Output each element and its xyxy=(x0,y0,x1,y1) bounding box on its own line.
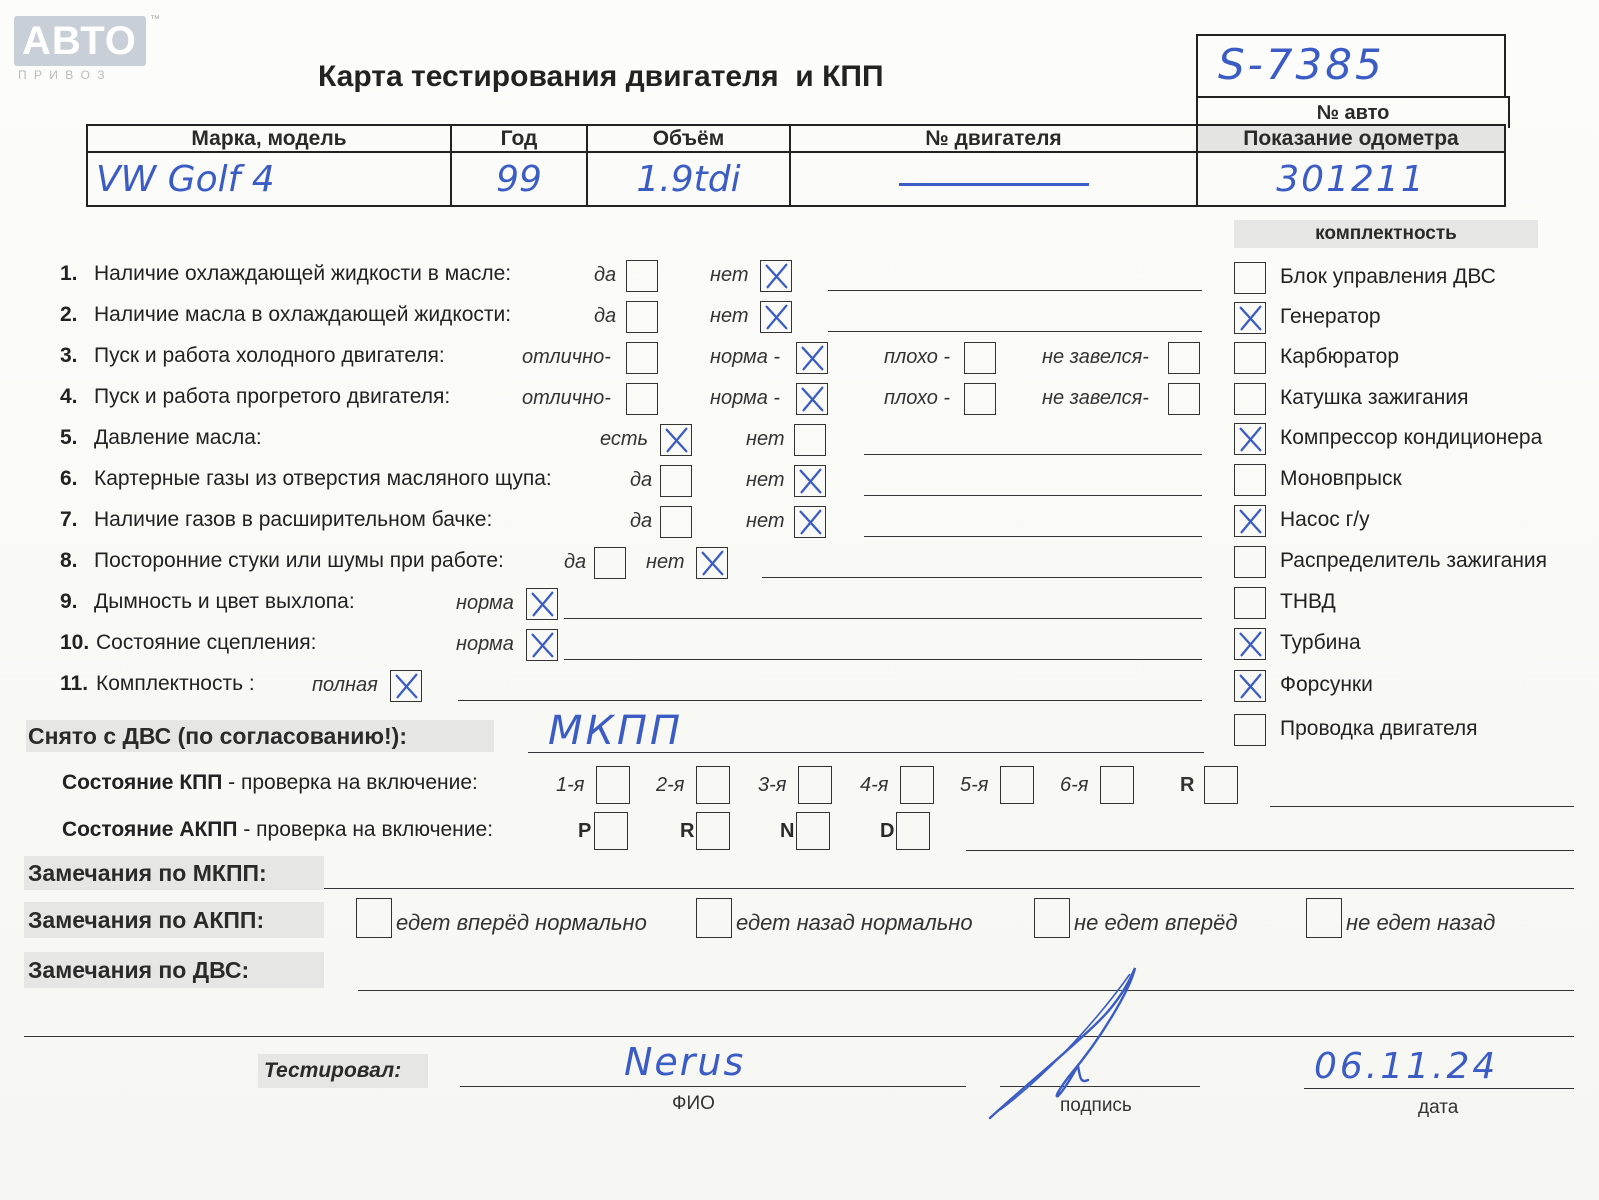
akpp-gear-label: D xyxy=(880,820,895,842)
completeness-label: Компрессор кондиционера xyxy=(1280,426,1543,449)
item-option-label: нет xyxy=(646,551,685,573)
volume-value: 1.9tdi xyxy=(636,158,741,200)
fio-line xyxy=(460,1086,966,1087)
completeness-label: Карбюратор xyxy=(1280,345,1400,368)
item-option-label: нет xyxy=(746,428,785,450)
header-table xyxy=(86,124,1506,207)
col-model: Марка, модель xyxy=(87,125,451,152)
logo xyxy=(14,16,146,66)
kpp-label xyxy=(62,771,478,795)
item-label: Пуск и работа прогретого двигателя: xyxy=(94,385,451,408)
item-option-checkbox[interactable] xyxy=(794,465,826,497)
akpp-remark-label: не едет вперёд xyxy=(1074,910,1238,935)
item-label: Состояние сцепления: xyxy=(96,631,317,654)
no-avto-label: № авто xyxy=(1196,96,1510,128)
col-odometer: Показание одометра xyxy=(1197,125,1505,152)
item-label: Наличие охлаждающей жидкости в масле: xyxy=(94,262,512,285)
akpp-gear-label: R xyxy=(680,820,695,842)
akpp-remark-checkbox[interactable] xyxy=(1034,898,1070,938)
item-number: 10. xyxy=(60,631,90,654)
remarks-dvs-label: Замечания по ДВС: xyxy=(24,952,324,988)
kpp-gear-label: 1-я xyxy=(556,774,585,796)
item-option-label: норма - xyxy=(710,346,781,368)
item-option-label: норма xyxy=(456,592,514,614)
removed-label: Снято с ДВС (по согласованию!): xyxy=(26,720,494,752)
akpp-remark-checkbox[interactable] xyxy=(1306,898,1342,938)
remarks-mkpp-label: Замечания по МКПП: xyxy=(24,856,324,890)
item-remark-line xyxy=(564,659,1202,660)
completeness-checkbox[interactable] xyxy=(1234,383,1266,415)
item-option-label: отлично- xyxy=(522,346,611,368)
item-option-label: да xyxy=(594,264,617,286)
handwritten-signature xyxy=(980,960,1180,1130)
date-caption: дата xyxy=(1418,1097,1459,1118)
model-value: VW Golf 4 xyxy=(96,158,275,200)
item-option-label: есть xyxy=(600,428,649,450)
akpp-gear-checkbox[interactable] xyxy=(896,812,930,850)
completeness-label: Катушка зажигания xyxy=(1280,386,1469,409)
completeness-label: ТНВД xyxy=(1280,590,1336,613)
item-option-checkbox[interactable] xyxy=(626,342,658,374)
item-remark-line xyxy=(864,495,1202,496)
item-option-checkbox[interactable] xyxy=(390,670,422,702)
item-option-checkbox[interactable] xyxy=(696,547,728,579)
item-option-checkbox[interactable] xyxy=(526,629,558,661)
logo-tm: ™ xyxy=(150,14,160,25)
completeness-checkbox[interactable] xyxy=(1234,714,1266,746)
item-option-label: плохо - xyxy=(884,387,951,409)
item-option-checkbox[interactable] xyxy=(626,383,658,415)
kpp-gear-checkbox[interactable] xyxy=(798,766,832,804)
completeness-checkbox[interactable] xyxy=(1234,342,1266,374)
tested-by-label: Тестировал: xyxy=(258,1054,428,1088)
item-option-label: да xyxy=(564,551,587,573)
odometer-value: 301211 xyxy=(1276,158,1426,200)
stock-number-box xyxy=(1196,34,1506,98)
item-label: Наличие газов в расширительном бачке: xyxy=(94,508,493,531)
item-label: Наличие масла в охлаждающей жидкости: xyxy=(94,303,512,326)
col-engine-no: № двигателя xyxy=(790,125,1197,152)
kpp-gear-checkbox[interactable] xyxy=(1100,766,1134,804)
kpp-gear-checkbox[interactable] xyxy=(696,766,730,804)
completeness-checkbox[interactable] xyxy=(1234,464,1266,496)
kpp-gear-label: 6-я xyxy=(1060,774,1089,796)
item-number: 2. xyxy=(60,303,78,326)
removed-value: МКПП xyxy=(548,708,684,754)
item-label: Комплектность : xyxy=(96,672,255,695)
kpp-gear-label: R xyxy=(1180,774,1195,796)
kpp-gear-label: 2-я xyxy=(656,774,685,796)
akpp-gear-label: P xyxy=(578,820,592,842)
item-option-label: норма - xyxy=(710,387,781,409)
item-option-label: не завелся- xyxy=(1042,346,1149,368)
item-option-label: полная xyxy=(312,674,378,696)
item-option-checkbox[interactable] xyxy=(794,506,826,538)
remarks-dvs-line xyxy=(358,990,1574,991)
item-remark-line xyxy=(564,618,1202,619)
kpp-gear-checkbox[interactable] xyxy=(1204,766,1238,804)
item-option-checkbox[interactable] xyxy=(626,301,658,333)
logo-subtext: П Р И В О З xyxy=(18,68,107,82)
item-label: Посторонние стуки или шумы при работе: xyxy=(94,549,504,572)
completeness-checkbox[interactable] xyxy=(1234,628,1266,660)
completeness-title: комплектность xyxy=(1234,220,1538,248)
remarks-akpp-label: Замечания по АКПП: xyxy=(24,902,324,938)
item-number: 4. xyxy=(60,385,78,408)
fio-caption: ФИО xyxy=(672,1093,715,1114)
item-option-label: да xyxy=(594,305,617,327)
item-remark-line xyxy=(828,331,1202,332)
kpp-gear-checkbox[interactable] xyxy=(1000,766,1034,804)
item-remark-line xyxy=(458,700,1202,701)
akpp-gear-checkbox[interactable] xyxy=(696,812,730,850)
item-option-checkbox[interactable] xyxy=(794,424,826,456)
engine-no-dash xyxy=(899,183,1089,186)
akpp-remark-checkbox[interactable] xyxy=(356,898,392,938)
remarks-mkpp-line xyxy=(324,888,1574,889)
kpp-line xyxy=(1270,806,1574,807)
col-year: Год xyxy=(451,125,587,152)
item-label: Давление масла: xyxy=(94,426,262,449)
kpp-gear-checkbox[interactable] xyxy=(596,766,630,804)
item-option-checkbox[interactable] xyxy=(526,588,558,620)
item-label: Дымность и цвет выхлопа: xyxy=(94,590,355,613)
item-number: 7. xyxy=(60,508,78,531)
item-option-checkbox[interactable] xyxy=(594,547,626,579)
item-option-label: плохо - xyxy=(884,346,951,368)
completeness-label: Насос г/у xyxy=(1280,508,1370,531)
stock-number: S-7385 xyxy=(1218,40,1385,89)
remarks-dvs-line-2 xyxy=(24,1036,1574,1037)
date-value: 06.11.24 xyxy=(1314,1046,1499,1087)
item-remark-line xyxy=(828,290,1202,291)
item-option-checkbox[interactable] xyxy=(760,301,792,333)
item-option-label: отлично- xyxy=(522,387,611,409)
date-line xyxy=(1304,1088,1574,1089)
akpp-label-rest: - проверка на включение: xyxy=(237,818,494,841)
item-option-checkbox[interactable] xyxy=(796,383,828,415)
kpp-gear-label: 5-я xyxy=(960,774,989,796)
item-option-label: нет xyxy=(746,469,785,491)
item-option-checkbox[interactable] xyxy=(796,342,828,374)
item-remark-line xyxy=(864,454,1202,455)
item-option-checkbox[interactable] xyxy=(760,260,792,292)
completeness-label: Распределитель зажигания xyxy=(1280,549,1548,572)
akpp-label-bold: Состояние АКПП xyxy=(62,818,238,841)
removed-line xyxy=(528,752,1204,753)
completeness-checkbox[interactable] xyxy=(1234,302,1266,334)
item-remark-line xyxy=(762,577,1202,578)
completeness-checkbox[interactable] xyxy=(1234,546,1266,578)
tester-name: Nerus xyxy=(624,1040,746,1084)
item-option-checkbox[interactable] xyxy=(660,465,692,497)
akpp-gear-checkbox[interactable] xyxy=(594,812,628,850)
item-option-checkbox[interactable] xyxy=(626,260,658,292)
akpp-gear-checkbox[interactable] xyxy=(796,812,830,850)
item-remark-line xyxy=(864,536,1202,537)
item-option-checkbox[interactable] xyxy=(660,424,692,456)
kpp-gear-label: 4-я xyxy=(860,774,889,796)
completeness-label: Проводка двигателя xyxy=(1280,717,1478,740)
akpp-remark-label: едет назад нормально xyxy=(736,910,973,935)
akpp-gear-label: N xyxy=(780,820,795,842)
akpp-line xyxy=(966,850,1574,851)
item-option-label: да xyxy=(630,510,653,532)
completeness-checkbox[interactable] xyxy=(1234,423,1266,455)
akpp-remark-checkbox[interactable] xyxy=(696,898,732,938)
item-number: 3. xyxy=(60,344,78,367)
item-option-checkbox[interactable] xyxy=(964,383,996,415)
completeness-label: Моновпрыск xyxy=(1280,467,1402,490)
item-label: Картерные газы из отверстия масляного щупа: xyxy=(94,467,552,490)
item-number: 9. xyxy=(60,590,78,613)
item-number: 8. xyxy=(60,549,78,572)
completeness-checkbox[interactable] xyxy=(1234,587,1266,619)
item-option-checkbox[interactable] xyxy=(1168,383,1200,415)
item-option-checkbox[interactable] xyxy=(660,506,692,538)
item-option-checkbox[interactable] xyxy=(1168,342,1200,374)
item-number: 1. xyxy=(60,262,78,285)
item-option-label: нет xyxy=(746,510,785,532)
completeness-checkbox[interactable] xyxy=(1234,505,1266,537)
item-option-label: нет xyxy=(710,305,749,327)
item-option-label: нет xyxy=(710,264,749,286)
signature-caption: подпись xyxy=(1060,1095,1132,1116)
completeness-label: Генератор xyxy=(1280,305,1381,328)
akpp-remark-label: едет вперёд нормально xyxy=(396,910,647,935)
kpp-label-bold: Состояние КПП xyxy=(62,771,223,794)
completeness-label: Блок управления ДВС xyxy=(1280,265,1496,288)
logo-text: АВТО xyxy=(22,19,137,63)
akpp-remark-label: не едет назад xyxy=(1346,910,1496,935)
kpp-gear-label: 3-я xyxy=(758,774,787,796)
item-option-checkbox[interactable] xyxy=(964,342,996,374)
completeness-checkbox[interactable] xyxy=(1234,670,1266,702)
completeness-label: Турбина xyxy=(1280,631,1361,654)
item-number: 5. xyxy=(60,426,78,449)
item-option-label: не завелся- xyxy=(1042,387,1149,409)
kpp-label-rest: - проверка на включение: xyxy=(222,771,478,794)
item-number: 6. xyxy=(60,467,78,490)
akpp-label xyxy=(62,818,493,842)
item-label: Пуск и работа холодного двигателя: xyxy=(94,344,445,367)
completeness-checkbox[interactable] xyxy=(1234,262,1266,294)
year-value: 99 xyxy=(496,158,542,200)
item-number: 11. xyxy=(60,672,89,695)
page-title: Карта тестирования двигателя и КПП xyxy=(318,60,884,93)
item-option-label: да xyxy=(630,469,653,491)
kpp-gear-checkbox[interactable] xyxy=(900,766,934,804)
col-volume: Объём xyxy=(587,125,790,152)
completeness-label: Форсунки xyxy=(1280,673,1373,696)
item-option-label: норма xyxy=(456,633,514,655)
